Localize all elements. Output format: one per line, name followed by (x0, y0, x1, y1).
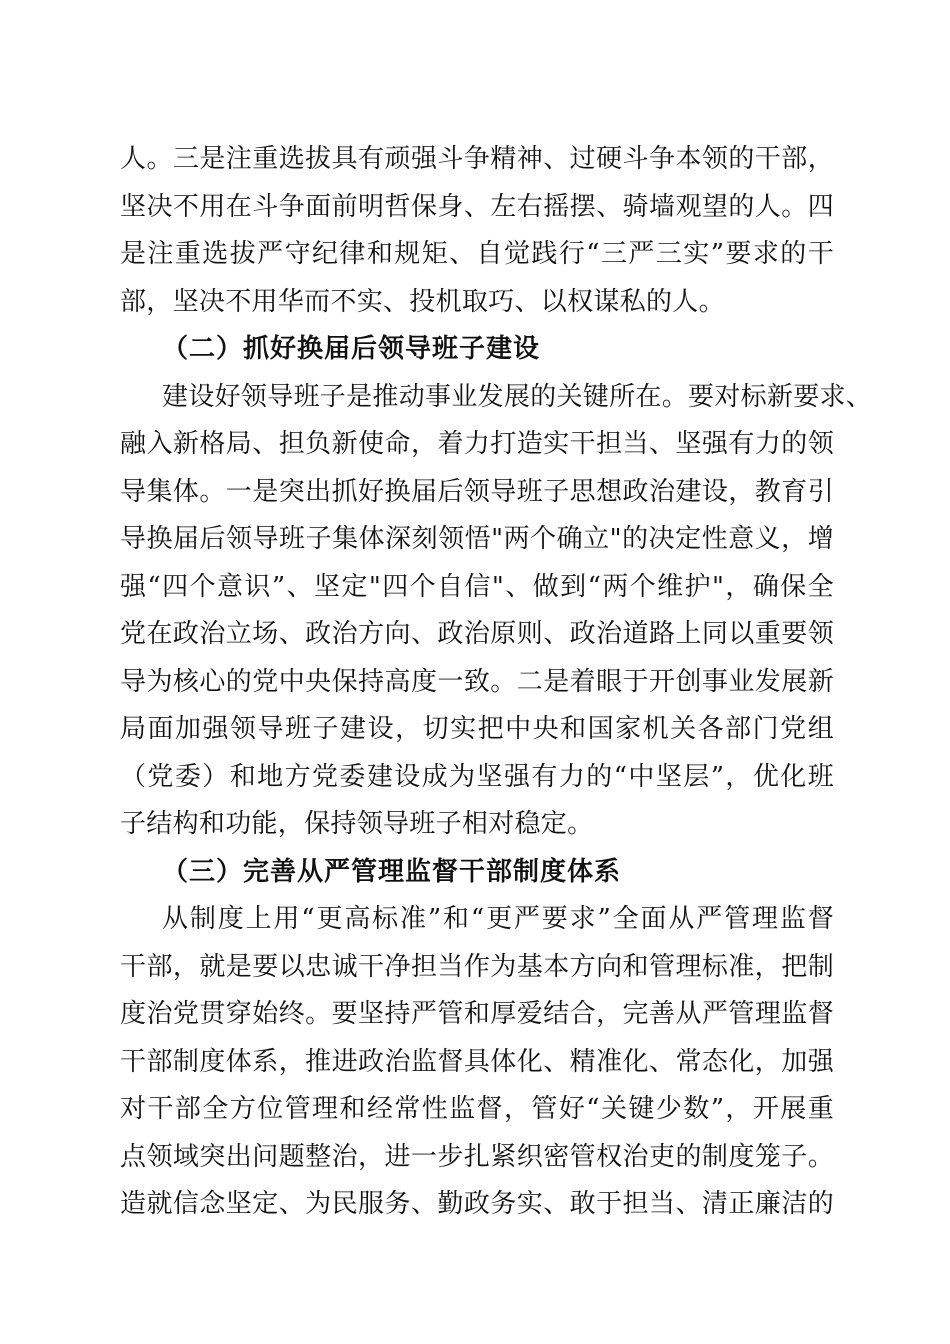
section-heading-3: （三）完善从严管理监督干部制度体系 (162, 856, 622, 887)
text-line: 从制度上用“更高标准”和“更严要求”全面从严管理监督 (162, 904, 834, 934)
text-line: 干部，就是要以忠诚干净担当作为基本方向和管理标准，把制 (120, 951, 834, 982)
text-line: 部，坚决不用华而不实、投机取巧、以权谋私的人。 (120, 286, 725, 317)
text-line: 是注重选拔严守纪律和规矩、自觉践行“三严三实”要求的干 (120, 239, 834, 269)
text-line: 人。三是注重选拔具有顽强斗争精神、过硬斗争本领的干部， (120, 144, 834, 174)
paragraph-supervision-system (120, 896, 834, 1229)
section-heading-2: （二）抓好换届后领导班子建设 (162, 334, 541, 364)
text-line: 度治党贯穿始终。要坚持严管和厚爱结合，完善从严管理监督 (120, 999, 834, 1029)
text-line: 导换届后领导班子集体深刻领悟"两个确立"的决定性意义，增 (120, 524, 834, 554)
text-line: 建设好领导班子是推动事业发展的关键所在。要对标新要求、 (162, 381, 873, 412)
text-line: 对干部全方位管理和经常性监督，管好“关键少数”，开展重 (120, 1094, 834, 1124)
text-line: 导集体。一是突出抓好换届后领导班子思想政治建设，教育引 (120, 476, 834, 507)
paragraph-selection-criteria (120, 136, 834, 326)
paragraph-leadership-building (120, 374, 873, 849)
text-line: 导为核心的党中央保持高度一致。二是着眼于开创事业发展新 (120, 666, 834, 697)
text-line: 造就信念坚定、为民服务、勤政务实、敢于担当、清正廉洁的 (120, 1189, 834, 1219)
text-line: 局面加强领导班子建设，切实把中央和国家机关各部门党组 (120, 714, 834, 744)
text-line: 点领域突出问题整治，进一步扎紧织密管权治吏的制度笼子。 (120, 1141, 834, 1172)
text-line: 干部制度体系，推进政治监督具体化、精准化、常态化，加强 (120, 1046, 834, 1077)
text-line: 坚决不用在斗争面前明哲保身、左右摇摆、骑墙观望的人。四 (120, 191, 834, 222)
text-line: （党委）和地方党委建设成为坚强有力的“中坚层”，优化班 (120, 761, 834, 792)
text-line: 融入新格局、担负新使命，着力打造实干担当、坚强有力的领 (120, 429, 834, 459)
text-line: 子结构和功能，保持领导班子相对稳定。 (120, 809, 594, 839)
document-page (120, 136, 873, 1229)
text-line: 党在政治立场、政治方向、政治原则、政治道路上同以重要领 (120, 619, 834, 649)
text-line: 强“四个意识”、坚定"四个自信"、做到“两个维护"，确保全 (120, 571, 834, 602)
